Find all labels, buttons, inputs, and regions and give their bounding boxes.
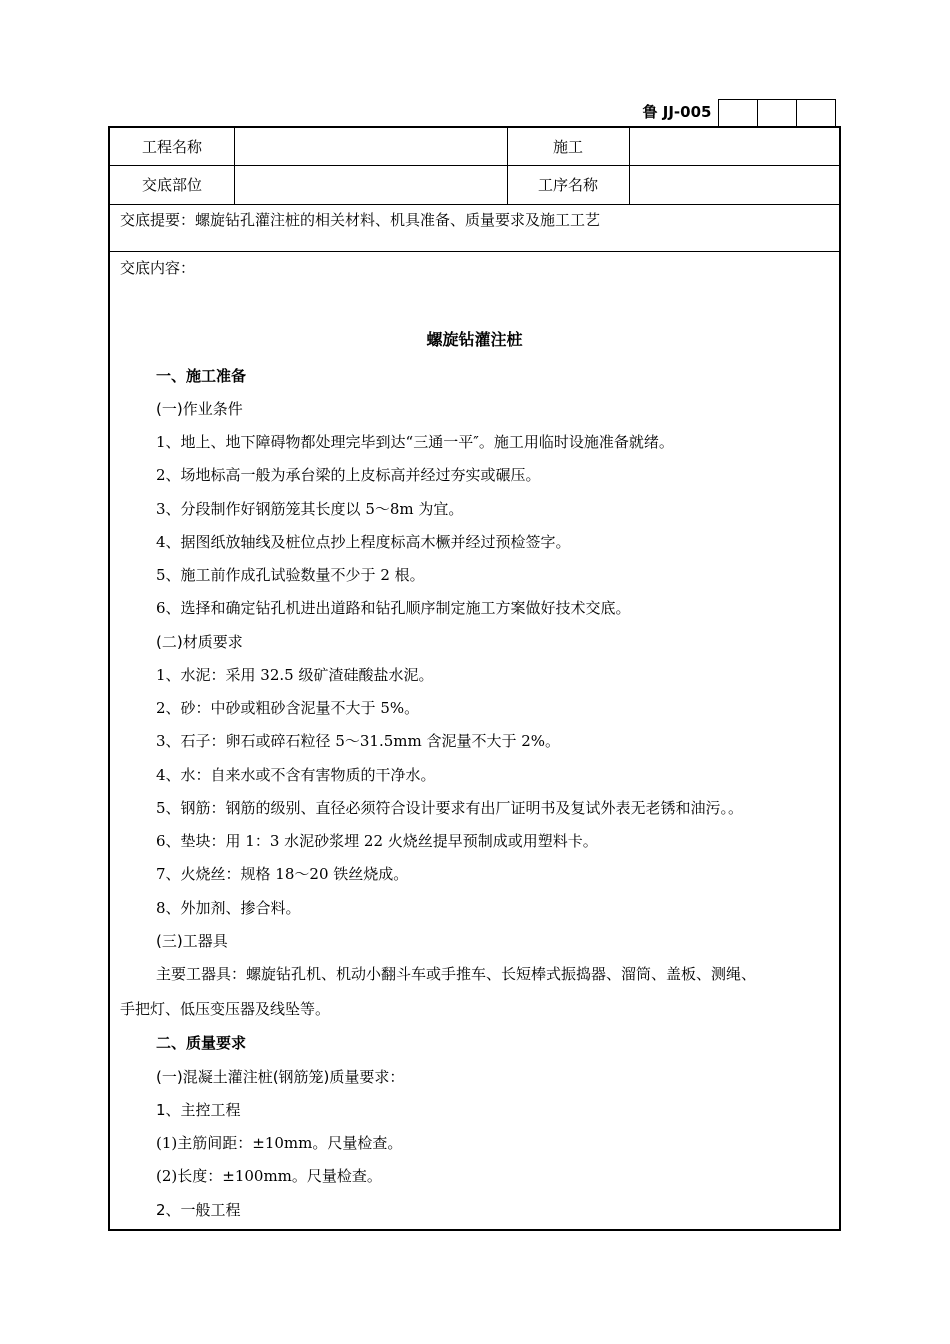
section-heading: 二、质量要求 [156, 1034, 247, 1052]
briefing-summary: 交底提要：螺旋钻孔灌注桩的相关材料、机具准备、质量要求及施工工艺 [120, 211, 601, 229]
form-code: 鲁 JJ-005 [642, 103, 712, 121]
paragraph: 主要工器具：螺旋钻孔机、机动小翻斗车或手推车、长短棒式振捣器、溜筒、盖板、测绳、 [156, 965, 757, 983]
code-box-2 [757, 99, 796, 126]
item-heading: 2、一般工程 [156, 1201, 241, 1219]
paragraph: 6、选择和确定钻孔机进出道路和钻孔顺序制定施工方案做好技术交底。 [156, 599, 631, 617]
project-name-value[interactable] [234, 128, 507, 166]
paragraph: 3、分段制作好钢筋笼其长度以 5～8m 为宜。 [156, 500, 464, 518]
code-row [636, 99, 836, 126]
paragraph-continuation: 手把灯、低压变压器及线坠等。 [120, 1000, 331, 1018]
location-value[interactable] [234, 166, 507, 204]
paragraph: 5、钢筋：钢筋的级别、直径必须符合设计要求有出厂证明书及复试外表无老锈和油污。。 [156, 799, 744, 817]
row-divider-3 [110, 251, 839, 252]
paragraph: 6、垫块：用 1：3 水泥砂浆埋 22 火烧丝提早预制成或用塑料卡。 [156, 832, 598, 850]
construction-label: 施工 [552, 138, 583, 156]
process-label: 工序名称 [537, 176, 598, 194]
paragraph: 7、火烧丝：规格 18～20 铁丝烧成。 [156, 865, 409, 883]
row-divider-2 [110, 204, 839, 205]
process-value[interactable] [629, 166, 839, 204]
code-box-3 [796, 99, 836, 126]
paragraph: 2、砂：中砂或粗砂含泥量不大于 5%。 [156, 699, 420, 717]
paragraph: 8、外加剂、掺合料。 [156, 899, 301, 917]
code-box-1 [718, 99, 757, 126]
paragraph: 1、水泥：采用 32.5 级矿渣硅酸盐水泥。 [156, 666, 434, 684]
subsection-heading: (一)混凝土灌注桩(钢筋笼)质量要求： [156, 1068, 405, 1086]
paragraph: 4、水：自来水或不含有害物质的干净水。 [156, 766, 436, 784]
paragraph: (2)长度：±100mm。尺量检查。 [156, 1167, 382, 1185]
paragraph: 5、施工前作成孔试验数量不少于 2 根。 [156, 566, 425, 584]
paragraph: 3、石子：卵石或碎石粒径 5～31.5mm 含泥量不大于 2%。 [156, 732, 561, 750]
content-label: 交底内容： [120, 259, 196, 277]
project-name-label: 工程名称 [141, 138, 202, 156]
briefing-form [108, 126, 841, 1231]
item-heading: 1、主控工程 [156, 1101, 241, 1119]
paragraph: 2、场地标高一般为承台梁的上皮标高并经过夯实或碾压。 [156, 466, 541, 484]
paragraph: (1)主筋间距：±10mm。尺量检查。 [156, 1134, 403, 1152]
subsection-heading: (二)材质要求 [156, 633, 243, 651]
paragraph: 1、地上、地下障碍物都处理完毕到达“三通一平″。施工用临时设施准备就绪。 [156, 433, 674, 451]
construction-value[interactable] [629, 128, 839, 166]
document-title: 螺旋钻灌注桩 [426, 330, 523, 349]
subsection-heading: (一)作业条件 [156, 400, 243, 418]
section-heading: 一、施工准备 [156, 367, 247, 385]
location-label: 交底部位 [141, 176, 202, 194]
subsection-heading: (三)工器具 [156, 932, 228, 950]
paragraph: 4、据图纸放轴线及桩位点抄上程度标高木橛并经过预检签字。 [156, 533, 571, 551]
